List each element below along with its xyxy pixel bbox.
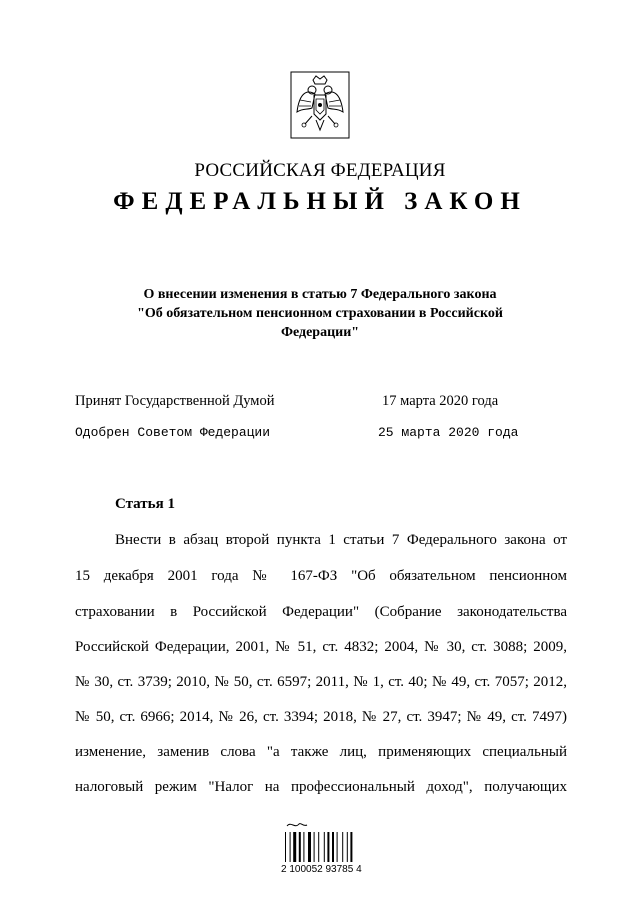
approved-date: 25 марта 2020 года — [378, 425, 519, 440]
country-name: РОССИЙСКАЯ ФЕДЕРАЦИЯ — [194, 160, 446, 181]
adopted-date: 17 марта 2020 года — [382, 393, 499, 409]
adopted-by-duma-label: Принят Государственной Думой — [75, 393, 275, 409]
article-text-line: 15 декабря 2001 года № 167-ФЗ "Об обязательном пенсионном — [75, 568, 567, 584]
law-title-line: Федерации" — [280, 325, 360, 340]
law-title — [100, 285, 540, 342]
approved-by-council-label: Одобрен Советом Федерации — [75, 425, 271, 440]
article-text-line: Внести в абзац второй пункта 1 статьи 7 Федерального закона от — [115, 532, 567, 548]
article-text-line: Российской Федерации, 2001, № 51, ст. 4832; 2004, № 30, ст. 3088; 2009, — [75, 639, 567, 655]
barcode-icon — [283, 820, 363, 864]
document-type: ФЕДЕРАЛЬНЫЙ ЗАКОН — [113, 188, 527, 215]
article-text-line: изменение, заменив слова "а также лиц, применяющих специальный — [75, 744, 567, 760]
article-text-line: № 30, ст. 3739; 2010, № 50, ст. 6597; 2011, № 1, ст. 40; № 49, ст. 7057; 2012, — [75, 674, 567, 690]
law-title-line: "Об обязательном пенсионном страховании в Российской — [137, 306, 503, 321]
article-heading: Статья 1 — [115, 496, 175, 512]
coat-of-arms-icon — [285, 68, 355, 144]
article-text-line: налоговый режим "Налог на профессиональный доход", получающих — [75, 779, 567, 795]
law-title-line: О внесении изменения в статью 7 Федерального закона — [143, 287, 497, 302]
article-text-line: № 50, ст. 6966; 2014, № 26, ст. 3394; 2018, № 27, ст. 3947; № 49, ст. 7497) — [75, 709, 567, 725]
article-text-line: страховании в Российской Федерации" (Собрание законодательства — [75, 604, 567, 620]
barcode-number: 2 100052 93785 4 — [281, 864, 362, 875]
